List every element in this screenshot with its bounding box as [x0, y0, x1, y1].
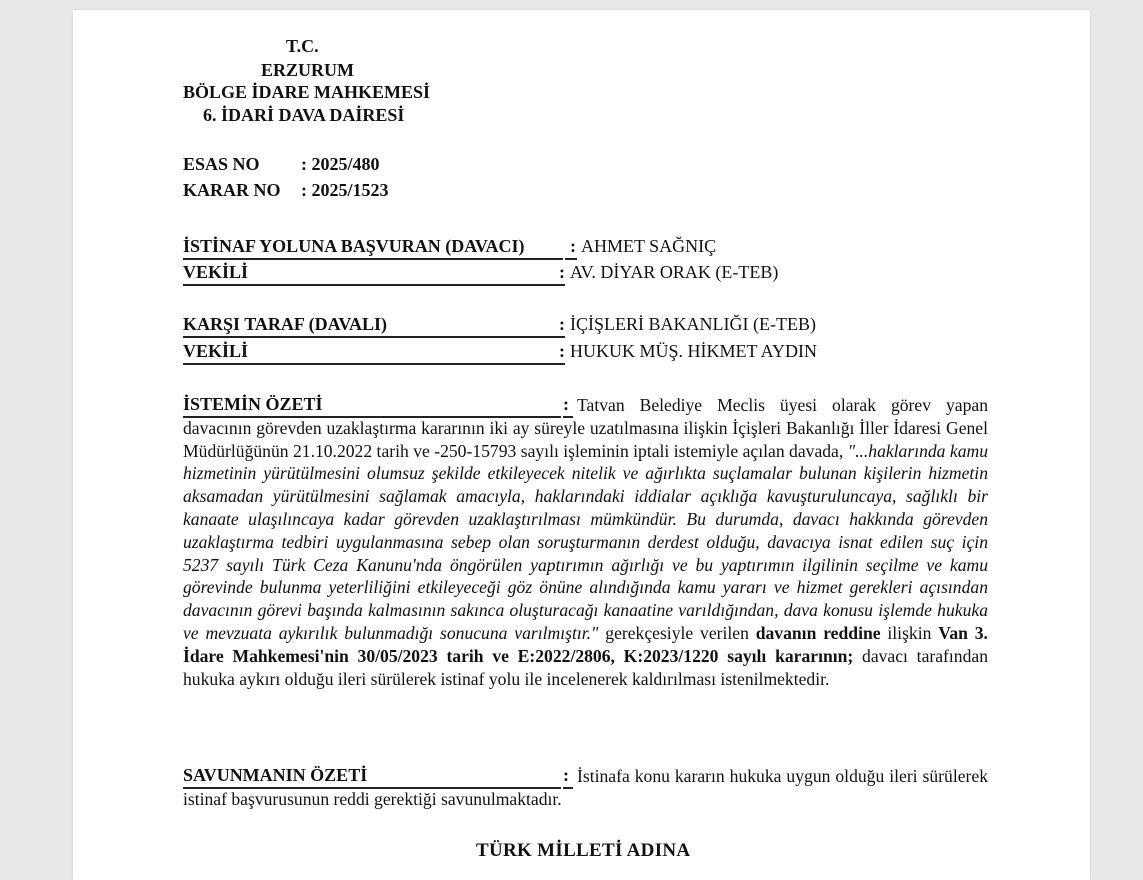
- respondent-counsel-value: HUKUK MÜŞ. HİKMET AYDIN: [570, 341, 818, 361]
- respondent-counsel-colon: :: [559, 341, 565, 361]
- defense-summary-colon: :: [563, 765, 569, 785]
- respondent-value: İÇİŞLERİ BAKANLIĞI (E-TEB): [570, 314, 816, 334]
- esas-value: : 2025/480: [301, 154, 380, 174]
- appellant-value: AHMET SAĞNIÇ: [581, 236, 717, 256]
- request-intro: Tatvan Belediye Meclis üyesi olarak görev yapan davacının görevden uzaklaştırma kararının iki ay süreyle uzatılmasına ilişkin İçişleri Bakanlığı İller İdaresi Genel Müdürlüğünün 21.10.2022 tarih ve -250-15793 sayılı işleminin iptali istemiyle açılan davada,: [183, 395, 988, 461]
- request-summary-text: [183, 394, 988, 690]
- request-end: davacı tarafından hukuka aykırı olduğu ileri sürülerek istinaf yolu ile incelenerek kaldırılması istenilmektedir.: [183, 645, 988, 689]
- karar-label: KARAR NO: [183, 180, 281, 200]
- appellant-underline: [183, 258, 563, 260]
- header-tc: T.C.: [286, 36, 319, 56]
- appellant-counsel-colon: :: [559, 262, 565, 282]
- respondent-counsel-label: VEKİLİ: [183, 341, 249, 361]
- respondent-colon: :: [559, 314, 565, 334]
- appellant-counsel-label: VEKİLİ: [183, 262, 249, 282]
- defense-summary-text: İstinafa konu kararın hukuka uygun olduğu ileri sürülerek istinaf başvurusunun reddi gerektiği savunulmaktadır.: [183, 766, 988, 809]
- header-city: ERZURUM: [261, 60, 354, 80]
- document-page: [73, 10, 1090, 880]
- appellant-colon-underline: [565, 258, 577, 260]
- request-bold-court-decision: Van 3. İdare Mahkemesi'nin 30/05/2023 tarih ve E:2022/2806, K:2023/1220 sayılı kararının;: [183, 622, 988, 666]
- appellant-counsel-underline: [183, 284, 565, 286]
- footer-title: TÜRK MİLLETİ ADINA: [476, 840, 691, 861]
- request-summary-label: İSTEMİN ÖZETİ: [183, 394, 323, 414]
- request-quote: "...haklarında kamu hizmetinin yürütülmesini olumsuz şekilde etkileyecek nitelik ve ağırlıkta suçlamalar bulunan kişilerin hizmetin aksamadan yürütülmesini sağlamak amacıyla, haklarındaki iddialar açıklığa kavuşturuluncaya, sağlıklı bir kanaate ulaşılıncaya kadar görevden uzaklaştırılması mümkündür. Bu durumda, davacı hakkında görevden uzaklaştırma tedbiri uygulanmasına sebep olan soruşturmanın derdest olduğu, davacıya isnat edilen suç için 5237 sayılı Türk Ceza Kanunu'nda öngörülen yaptırımın ağırlığı ve bu yaptırımın ilgilinin seçilme ve kamu görevinde bulunma yeterliliğini etkileyeceği göz önüne alındığında kamu yararı ve hizmet gerekleri açısından davacının görevi başında kalmasının sakınca oluşturacağı kanaatine varıldığından, dava konusu işlemde hukuka ve mevzuata aykırılık bulunmadığı sonucuna varılmıştır.": [183, 440, 989, 643]
- request-bold-reject: davanın reddine: [755, 622, 881, 643]
- esas-label: ESAS NO: [183, 154, 260, 174]
- header-court: BÖLGE İDARE MAHKEMESİ: [183, 82, 431, 102]
- appellant-colon: :: [570, 236, 576, 256]
- request-mid: gerekçesiyle verilen: [605, 622, 749, 643]
- appellant-label: İSTİNAF YOLUNA BAŞVURAN (DAVACI): [183, 236, 525, 256]
- request-summary-colon: :: [563, 394, 569, 414]
- karar-value: : 2025/1523: [301, 180, 389, 200]
- header-chamber: 6. İDARİ DAVA DAİRESİ: [203, 105, 405, 125]
- appellant-counsel-value: AV. DİYAR ORAK (E-TEB): [570, 262, 779, 282]
- request-mid2: ilişkin: [887, 622, 932, 643]
- defense-summary-label: SAVUNMANIN ÖZETİ: [183, 765, 368, 785]
- respondent-counsel-underline: [183, 363, 565, 365]
- respondent-label: KARŞI TARAF (DAVALI): [183, 314, 388, 334]
- respondent-underline: [183, 336, 565, 338]
